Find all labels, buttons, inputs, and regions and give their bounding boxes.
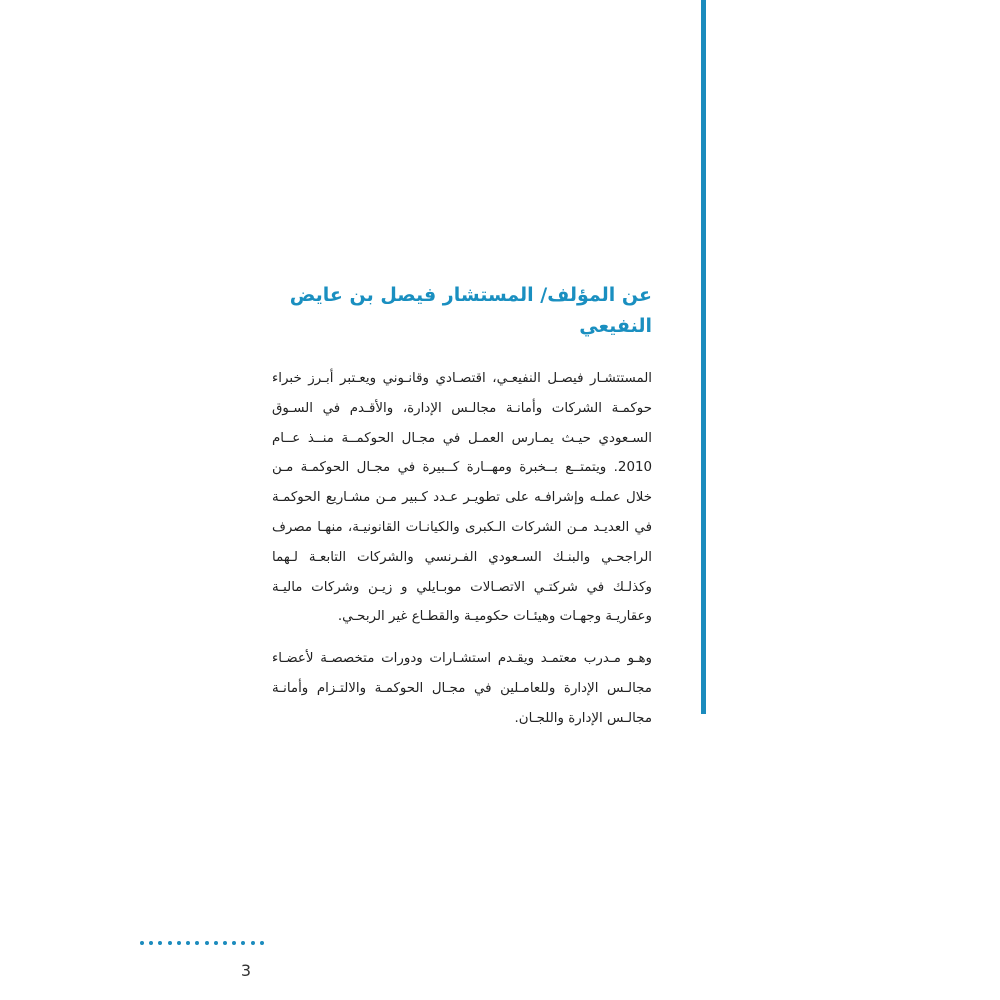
author-section — [272, 280, 652, 734]
footer-dot — [149, 941, 153, 945]
footer-dot — [214, 941, 218, 945]
footer-dot — [186, 941, 190, 945]
paragraph-trainer: وهـو مـدرب معتمـد ويقـدم استشـارات ودورات متخصصـة لأعضـاء مجالـس الإدارة وللعامـلين في مجـال الحوكمـة والالتـزام وأمانـة مجالـس الإدارة واللجـان. — [272, 651, 652, 726]
page-number: 3 — [240, 961, 252, 980]
footer-dot — [223, 941, 227, 945]
footer-dot — [140, 941, 144, 945]
footer-dot — [158, 941, 162, 945]
vertical-accent-rule — [701, 0, 706, 714]
footer-dot — [241, 941, 245, 945]
paragraph-biography: المستتشـار فيصـل النفيعـي، اقتصـادي وقانـوني ويعـتبر أبـرز خبراء حوكمـة الشركات وأمانـة مجالـس الإدارة، والأقـدم في السـوق السـعودي حيـث يمـارس العمـل في مجـال الحوكمــة منــذ عــام 2010. ويتمتــع بــخبرة ومهــارة كــبيرة في مجـال الحوكمـة مـن خلال عملـه وإشرافـه على تطويـر عـدد كـبير مـن مشـاريع الحوكمـة في العديـد مـن الشركات الـكبرى والكيانـات القانونيـة، منهـا مصرف الراجحـي والبنـك السـعودي الفـرنسي والشركات التابعـة لـهما وكذلـك في شركتـي الاتصـالات موبـايلي و زيـن وشركات ماليـة وعقاريـة وجهـات وهيئـات حكوميـة والقطـاع غير الربحـي. — [272, 371, 652, 625]
footer-dot — [195, 941, 199, 945]
section-heading: عن المؤلف/ المستشار فيصل بن عايض النفيعي — [289, 284, 652, 337]
footer-dot — [232, 941, 236, 945]
footer-dot — [205, 941, 209, 945]
footer-dot — [177, 941, 181, 945]
footer-dot — [251, 941, 255, 945]
footer-dotted-rule — [140, 938, 264, 948]
footer-dot — [260, 941, 264, 945]
footer-dot — [168, 941, 172, 945]
